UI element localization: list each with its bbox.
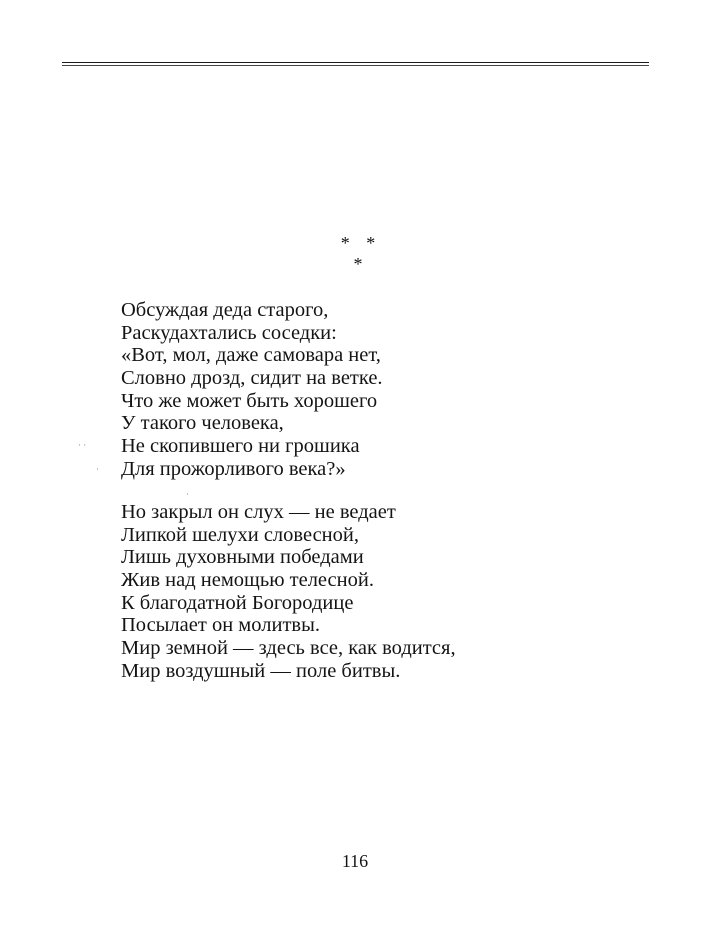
poem-line: Словно дрозд, сидит на ветке. (121, 367, 383, 390)
poem-line: Обсуждая деда старого, (121, 299, 329, 321)
section-separator: * * * (340, 233, 382, 274)
poem-line: К благодатной Богородице (121, 591, 354, 614)
poem-line: Для прожорливого века?» (121, 457, 346, 480)
poem-line: «Вот, мол, даже самовара нет, (121, 344, 381, 367)
header-rule-thin (62, 65, 649, 66)
page-number: 116 (341, 851, 369, 871)
poem-line: Но закрыл он слух — не ведает (121, 501, 396, 523)
poem-line: Липкой шелухи словесной, (121, 523, 359, 546)
poem-line: Мир земной — здесь все, как водится, (121, 637, 456, 660)
poem-line: Что же может быть хорошего (121, 389, 378, 412)
poem-line: Не скопившего ни грошика (121, 435, 360, 458)
stanza-2 (121, 501, 456, 683)
stanza-1 (121, 299, 383, 481)
poem-line: Лишь духовными победами (121, 546, 364, 569)
poem-line: У такого человека, (121, 412, 284, 435)
poem-line: Раскудахтались соседки: (121, 321, 337, 344)
scan-speck: · · (78, 440, 87, 450)
poem-line: Мир воздушный — поле битвы. (121, 659, 401, 682)
poem-line: Жив над немощью телесной. (121, 569, 374, 592)
header-rule (62, 62, 649, 63)
poem-line: Посылает он молитвы. (121, 614, 320, 637)
scan-speck: · (186, 489, 189, 499)
scan-speck: · (96, 464, 99, 474)
